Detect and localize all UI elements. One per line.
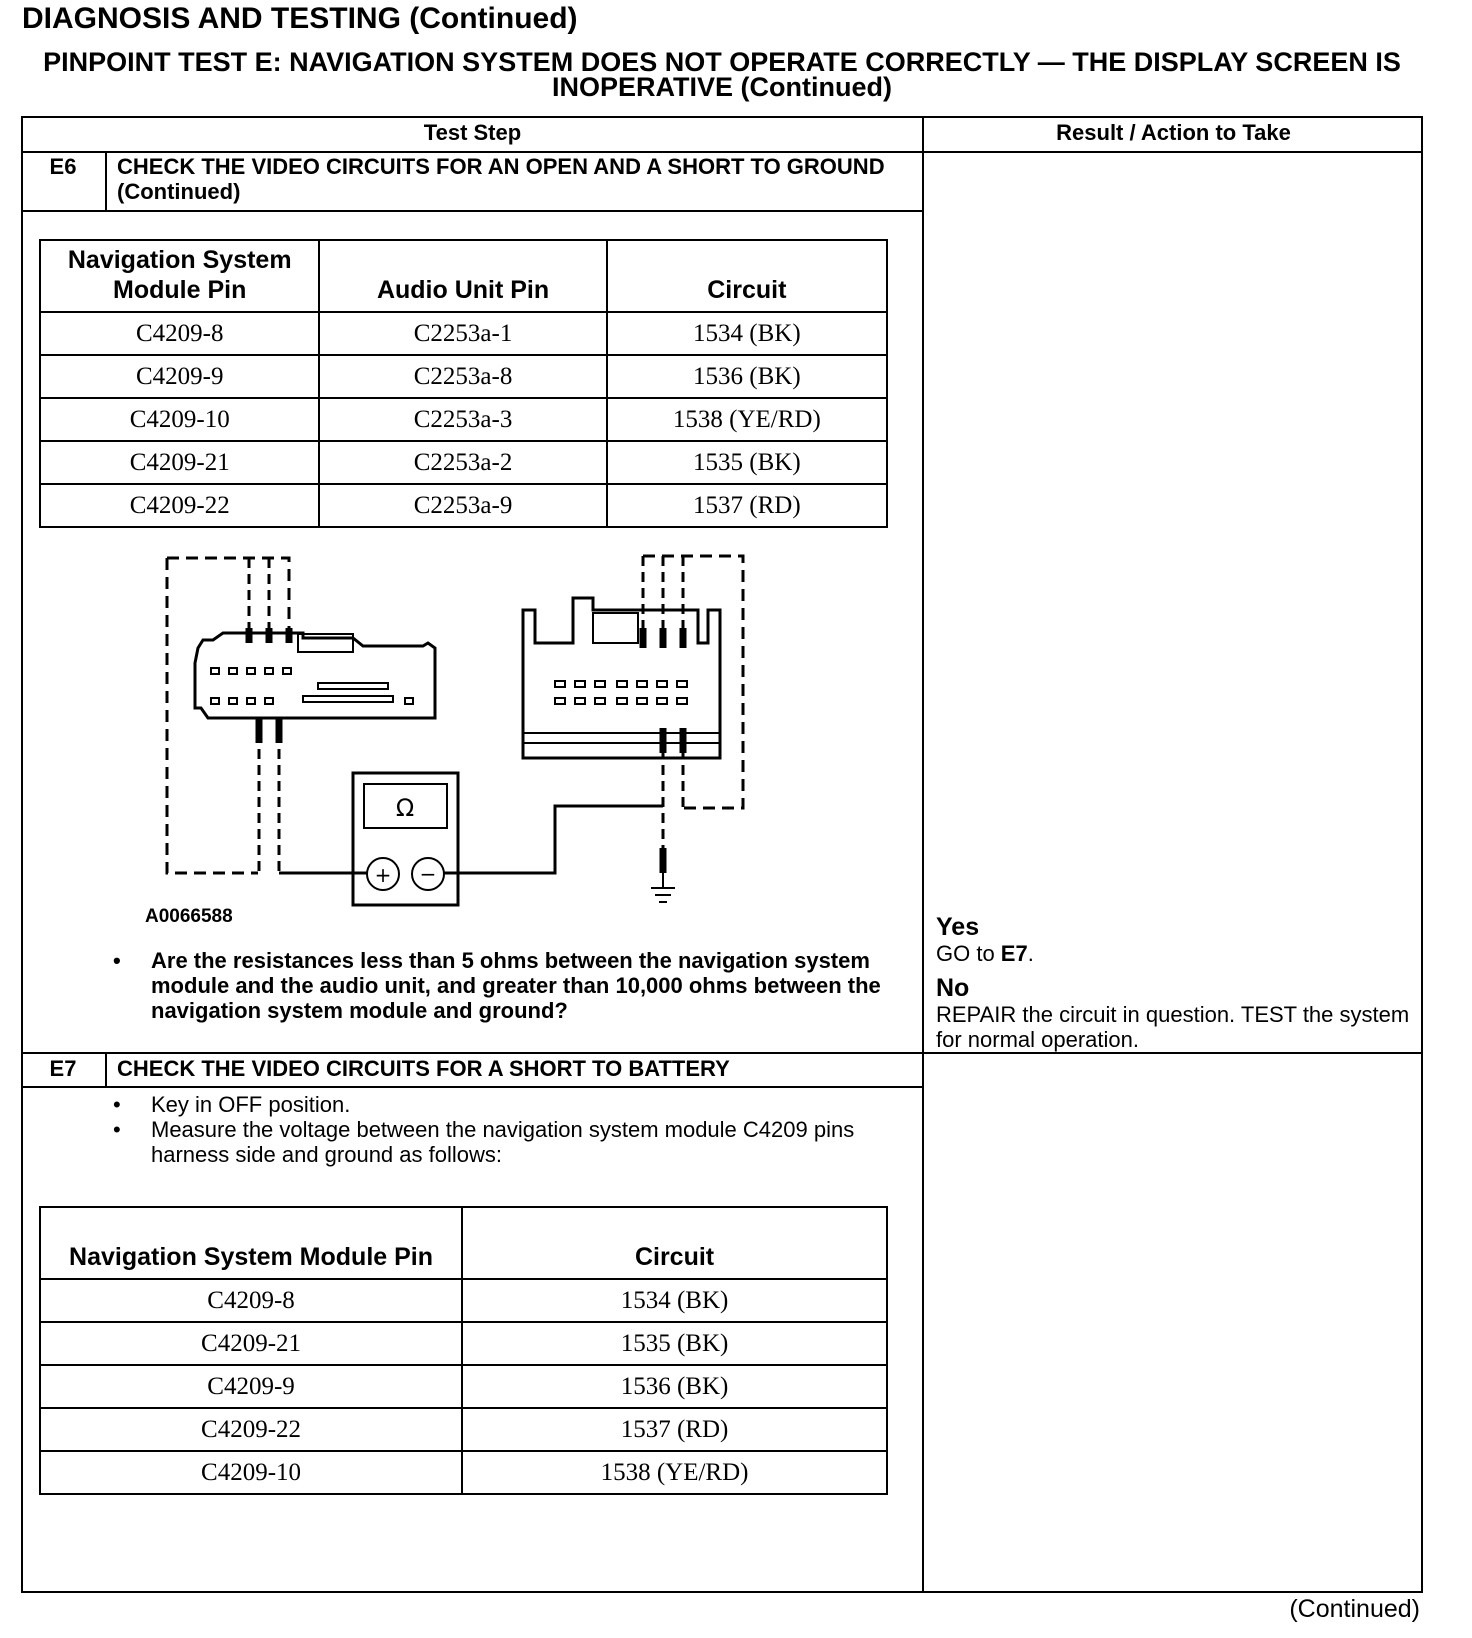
table-row [40,312,887,355]
ohmmeter [353,773,458,905]
no-action: REPAIR the circuit in question. TEST the system for normal operation. [936,1002,1410,1052]
table-cell: 1538 (YE/RD) [607,398,887,441]
table-cell: C4209-21 [40,441,319,484]
table-cell: C4209-9 [40,1365,462,1408]
wiring-diagram [123,548,763,928]
ground-symbol [651,873,675,902]
table-cell: 1534 (BK) [607,312,887,355]
plus-sign: + [374,863,392,887]
table-cell: C4209-22 [40,484,319,527]
header-test-step: Test Step [423,120,522,145]
column-header: Circuit [462,1207,887,1279]
table-cell: 1534 (BK) [462,1279,887,1322]
table-cell: C4209-21 [40,1322,462,1365]
column-divider [922,118,924,1591]
table-cell: C4209-8 [40,312,319,355]
column-header: Audio Unit Pin [319,240,606,312]
minus-sign: − [419,862,437,886]
navigation-module-connector [195,633,435,718]
list-item: • Measure the voltage between the navigation system module C4209 pins harness side and ground as follows: [113,1117,855,1167]
table-cell: 1537 (RD) [462,1408,887,1451]
table-row [40,355,887,398]
dashed-wire [167,558,289,638]
e7-pin-table [39,1206,888,1495]
column-header: Circuit [607,240,887,312]
table-cell: C2253a-3 [319,398,606,441]
page-heading: DIAGNOSIS AND TESTING (Continued) [22,2,578,35]
table-row [40,1365,887,1408]
e7-instructions [113,1092,893,1167]
header-rule [23,151,1423,153]
step-rule [23,1052,1423,1054]
table-cell: C2253a-2 [319,441,606,484]
goto-e7-link[interactable]: E7 [1000,941,1028,966]
table-row [40,1322,887,1365]
step-title-e7: CHECK THE VIDEO CIRCUITS FOR A SHORT TO BATTERY [117,1056,730,1081]
yes-label: Yes [936,913,980,941]
table-cell: C4209-8 [40,1279,462,1322]
yes-action: GO to E7. [936,941,1034,966]
step-id-e6: E6 [49,154,77,179]
step-title-rule [23,210,922,212]
figure-id: A0066588 [145,906,233,927]
table-cell: C4209-10 [40,1451,462,1494]
question-text: Are the resistances less than 5 ohms between the navigation system module and the audio unit, and greater than 10,000 ohms between the navigation system module and ground? [151,948,881,1023]
header-result: Result / Action to Take [1056,120,1291,145]
table-cell: 1536 (BK) [607,355,887,398]
table-cell: 1535 (BK) [462,1322,887,1365]
step-id-e7: E7 [49,1056,77,1081]
e6-result [936,913,1416,1052]
table-cell: 1538 (YE/RD) [462,1451,887,1494]
table-cell: C4209-22 [40,1408,462,1451]
e6-pin-table [39,239,888,528]
column-header: Navigation System Module Pin [40,1207,462,1279]
column-header: Navigation System Module Pin [40,240,319,312]
table-cell: C2253a-1 [319,312,606,355]
dashed-wire [643,556,683,628]
step-title-e6: CHECK THE VIDEO CIRCUITS FOR AN OPEN AND A SHORT TO GROUND (Continued) [117,154,885,204]
table-cell: 1537 (RD) [607,484,887,527]
table-row [40,1451,887,1494]
table-row [40,441,887,484]
meter-lead-negative [444,806,663,873]
dashed-wire [259,733,279,873]
continued-footer: (Continued) [1289,1595,1420,1623]
table-cell: C4209-9 [40,355,319,398]
dashed-wire [249,558,269,628]
pinpoint-test-table [21,116,1423,1593]
no-label: No [936,974,970,1002]
table-row [40,484,887,527]
step-id-divider [105,1054,107,1087]
dashed-wire [167,558,258,873]
table-cell: 1536 (BK) [462,1365,887,1408]
table-cell: C4209-10 [40,398,319,441]
table-cell: C2253a-8 [319,355,606,398]
step-id-divider [105,153,107,212]
table-row [40,1279,887,1322]
table-cell: 1535 (BK) [607,441,887,484]
e6-question: • Are the resistances less than 5 ohms between the navigation system module and the audio unit, and greater than 10,000 ohms between the navigation system module and ground? [113,948,883,1023]
table-row [40,398,887,441]
pinpoint-test-title: PINPOINT TEST E: NAVIGATION SYSTEM DOES NOT OPERATE CORRECTLY — THE DISPLAY SCREEN IS INOPERATIVE (Continued) [43,47,1401,102]
list-item: • Key in OFF position. [113,1092,351,1117]
ohm-symbol: Ω [395,794,415,822]
step-title-rule [23,1086,922,1088]
table-row [40,1408,887,1451]
table-cell: C2253a-9 [319,484,606,527]
